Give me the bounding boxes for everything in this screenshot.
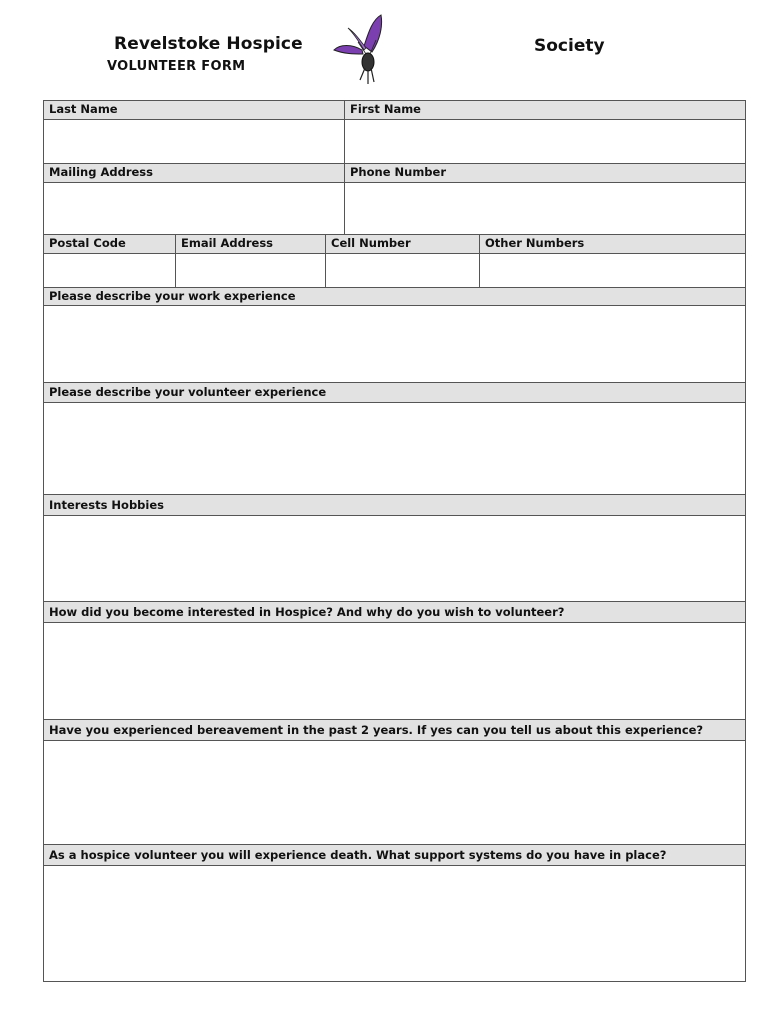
- volunteer-form: [43, 100, 746, 982]
- bereavement-label: Have you experienced bereavement in the past 2 years. If yes can you tell us about this experience?: [49, 723, 704, 737]
- name-input-row: [44, 120, 745, 164]
- interests-hobbies-label: Interests Hobbies: [49, 498, 164, 512]
- work-experience-label: Please describe your work experience: [49, 289, 296, 303]
- bereavement-header: [44, 720, 745, 741]
- volunteer-experience-label: Please describe your volunteer experience: [49, 385, 327, 399]
- postal-code-label: Postal Code: [49, 236, 126, 250]
- butterfly-icon: [328, 10, 394, 88]
- phone-number-input[interactable]: [345, 183, 747, 234]
- other-numbers-label: Other Numbers: [485, 236, 585, 250]
- form-title: VOLUNTEER FORM: [107, 59, 246, 74]
- volunteer-experience-input[interactable]: [44, 403, 745, 494]
- org-name-right: Society: [534, 36, 605, 56]
- email-address-input[interactable]: [176, 254, 325, 287]
- address-header-row: [44, 164, 745, 183]
- last-name-header: [44, 101, 344, 119]
- last-name-label: Last Name: [49, 102, 118, 116]
- mailing-address-input[interactable]: [44, 183, 344, 234]
- mailing-address-label: Mailing Address: [49, 165, 153, 179]
- first-name-label: First Name: [350, 102, 421, 116]
- cell-number-label: Cell Number: [331, 236, 411, 250]
- org-name-left: Revelstoke Hospice: [114, 34, 303, 54]
- postal-code-input[interactable]: [44, 254, 175, 287]
- contact-input-row: [44, 254, 745, 288]
- address-input-row: [44, 183, 745, 235]
- why-volunteer-header: [44, 602, 745, 623]
- interests-hobbies-input[interactable]: [44, 516, 745, 601]
- volunteer-experience-header: [44, 383, 745, 403]
- bereavement-input[interactable]: [44, 741, 745, 844]
- last-name-input[interactable]: [44, 120, 344, 163]
- support-systems-label: As a hospice volunteer you will experience death. What support systems do you have in place?: [49, 848, 667, 862]
- cell-number-input[interactable]: [326, 254, 479, 287]
- support-systems-input[interactable]: [44, 866, 745, 981]
- contact-header-row: [44, 235, 745, 254]
- name-header-row: [44, 101, 745, 120]
- phone-number-label: Phone Number: [350, 165, 447, 179]
- first-name-header: [344, 101, 747, 119]
- work-experience-input[interactable]: [44, 306, 745, 382]
- email-address-label: Email Address: [181, 236, 274, 250]
- first-name-input[interactable]: [345, 120, 747, 163]
- interests-header: [44, 495, 745, 516]
- why-volunteer-label: How did you become interested in Hospice? And why do you wish to volunteer?: [49, 605, 565, 619]
- why-volunteer-input[interactable]: [44, 623, 745, 719]
- work-experience-header: [44, 288, 745, 306]
- other-numbers-input[interactable]: [480, 254, 747, 287]
- support-systems-header: [44, 845, 745, 866]
